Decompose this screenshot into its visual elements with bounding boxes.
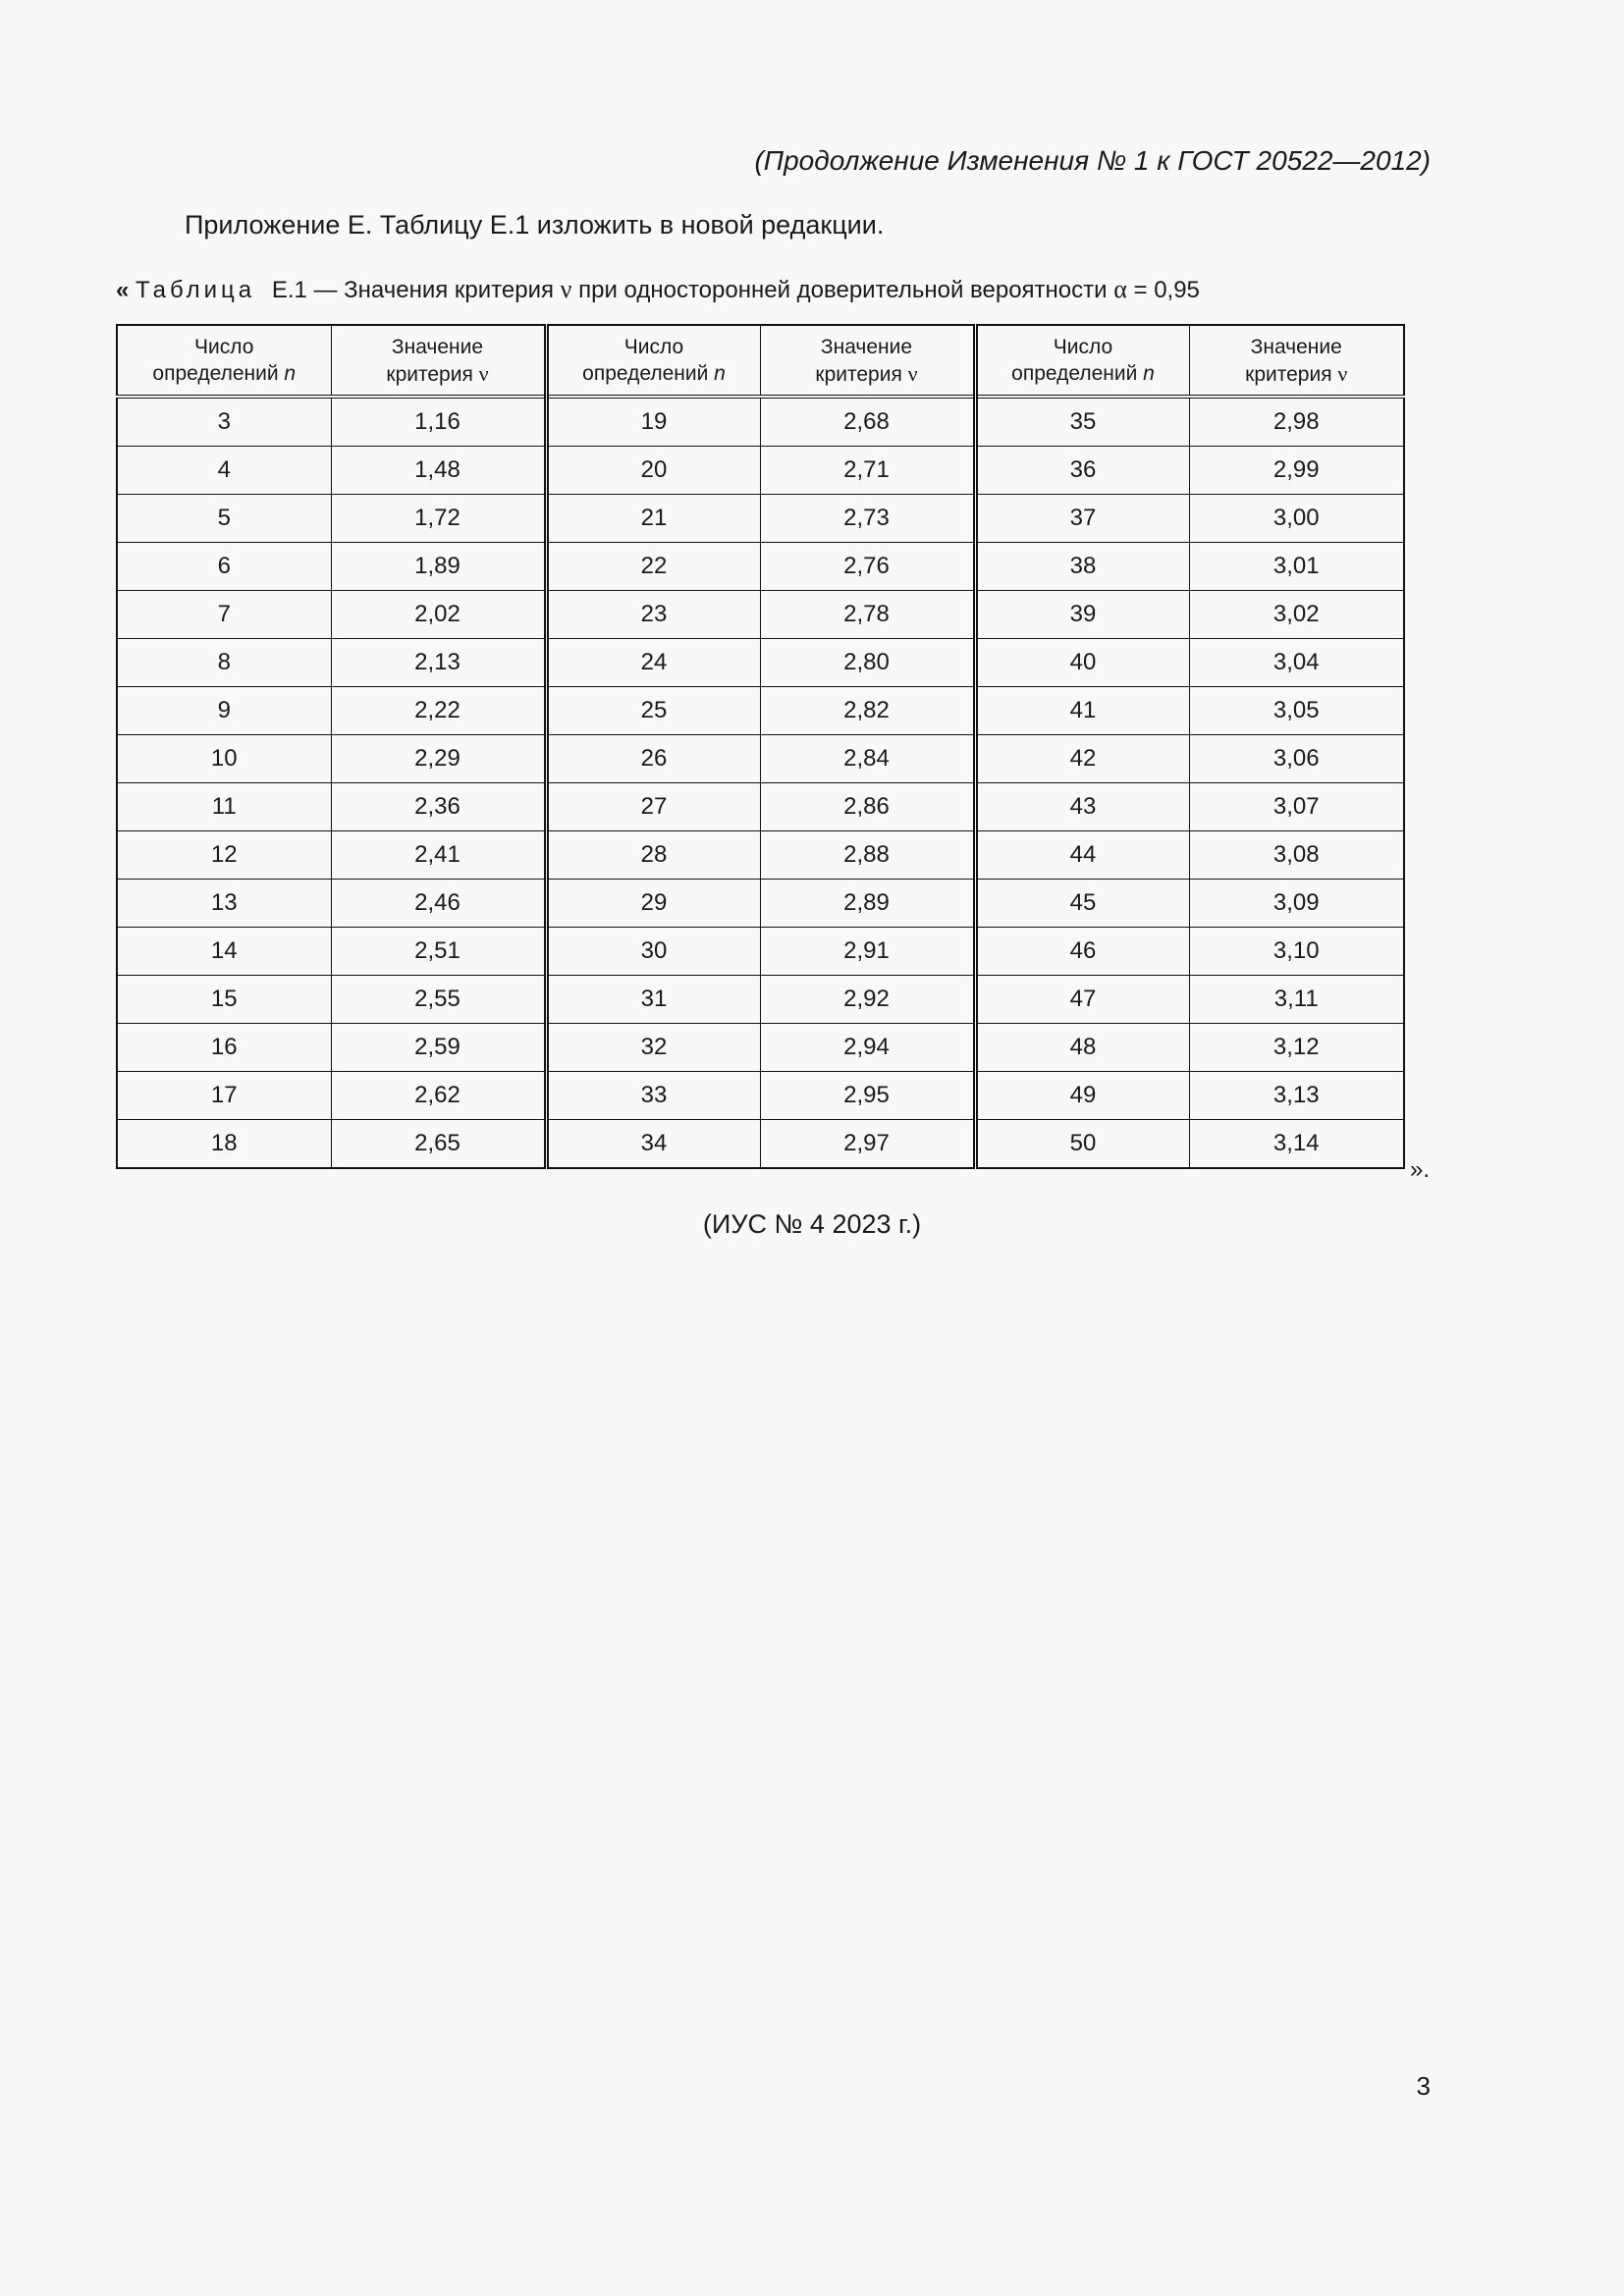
header-value-line1: Значение <box>1250 335 1342 358</box>
table-body <box>117 397 1404 1168</box>
count-cell: 22 <box>546 543 760 591</box>
value-cell: 2,84 <box>760 735 975 783</box>
value-cell: 2,82 <box>760 687 975 735</box>
table-row <box>117 1120 1404 1169</box>
header-count-line1: Число <box>1053 336 1113 358</box>
count-cell: 19 <box>546 397 760 447</box>
value-cell: 2,59 <box>331 1024 546 1072</box>
value-cell: 3,02 <box>1189 591 1404 639</box>
header-count-word: определений <box>582 362 715 385</box>
value-cell: 3,12 <box>1189 1024 1404 1072</box>
caption-text-1: — Значения критерия <box>313 277 561 303</box>
count-cell: 40 <box>975 639 1189 687</box>
header-count-word: определений <box>1011 362 1144 385</box>
value-cell: 2,62 <box>331 1072 546 1120</box>
count-cell: 9 <box>117 687 331 735</box>
value-cell: 2,55 <box>331 976 546 1024</box>
table-row <box>117 447 1404 495</box>
value-cell: 2,51 <box>331 928 546 976</box>
count-cell: 42 <box>975 735 1189 783</box>
table-row <box>117 687 1404 735</box>
value-cell: 2,13 <box>331 639 546 687</box>
count-cell: 11 <box>117 783 331 831</box>
table-row <box>117 1024 1404 1072</box>
value-cell: 3,06 <box>1189 735 1404 783</box>
count-cell: 48 <box>975 1024 1189 1072</box>
value-cell: 2,92 <box>760 976 975 1024</box>
count-cell: 30 <box>546 928 760 976</box>
table-close-quote: ». <box>1410 1156 1431 1183</box>
header-value-word: критерия <box>386 362 479 386</box>
header-n-symbol: n <box>1143 362 1155 385</box>
table-header-row <box>117 325 1404 397</box>
value-cell: 3,13 <box>1189 1072 1404 1120</box>
count-cell: 39 <box>975 591 1189 639</box>
header-count-line1: Число <box>623 336 684 358</box>
value-cell: 2,73 <box>760 495 975 543</box>
caption-number: Е.1 <box>271 277 307 303</box>
header-nu-symbol: ν <box>1337 360 1348 386</box>
header-n-symbol: n <box>284 362 297 385</box>
value-cell: 1,48 <box>331 447 546 495</box>
value-cell: 2,29 <box>331 735 546 783</box>
count-cell: 46 <box>975 928 1189 976</box>
table-row <box>117 591 1404 639</box>
value-cell: 3,14 <box>1189 1120 1404 1169</box>
count-cell: 44 <box>975 831 1189 880</box>
table-row <box>117 880 1404 928</box>
count-cell: 5 <box>117 495 331 543</box>
count-cell: 45 <box>975 880 1189 928</box>
count-cell: 41 <box>975 687 1189 735</box>
value-cell: 2,22 <box>331 687 546 735</box>
count-cell: 20 <box>546 447 760 495</box>
table-row <box>117 831 1404 880</box>
value-cell: 1,72 <box>331 495 546 543</box>
header-count-1 <box>117 325 331 397</box>
count-cell: 17 <box>117 1072 331 1120</box>
value-cell: 3,01 <box>1189 543 1404 591</box>
page-number: 3 <box>1416 2071 1431 2101</box>
table-row <box>117 543 1404 591</box>
table-caption <box>116 275 1200 304</box>
header-value-line2 <box>332 360 544 388</box>
value-cell: 2,80 <box>760 639 975 687</box>
header-count-3 <box>975 325 1189 397</box>
count-cell: 50 <box>975 1120 1189 1169</box>
value-cell: 2,98 <box>1189 397 1404 447</box>
table-row <box>117 639 1404 687</box>
value-cell: 2,99 <box>1189 447 1404 495</box>
value-cell: 2,88 <box>760 831 975 880</box>
count-cell: 27 <box>546 783 760 831</box>
header-value-2 <box>760 325 975 397</box>
value-cell: 3,11 <box>1189 976 1404 1024</box>
count-cell: 4 <box>117 447 331 495</box>
header-value-line2 <box>1190 360 1404 388</box>
value-cell: 2,76 <box>760 543 975 591</box>
table-row <box>117 735 1404 783</box>
count-cell: 16 <box>117 1024 331 1072</box>
value-cell: 1,89 <box>331 543 546 591</box>
count-cell: 35 <box>975 397 1189 447</box>
header-nu-symbol: ν <box>478 360 489 386</box>
count-cell: 25 <box>546 687 760 735</box>
value-cell: 3,09 <box>1189 880 1404 928</box>
count-cell: 10 <box>117 735 331 783</box>
value-cell: 2,02 <box>331 591 546 639</box>
value-cell: 2,65 <box>331 1120 546 1169</box>
count-cell: 36 <box>975 447 1189 495</box>
value-cell: 2,68 <box>760 397 975 447</box>
count-cell: 31 <box>546 976 760 1024</box>
criterion-table <box>116 324 1405 1169</box>
caption-label: Таблица <box>135 277 256 303</box>
header-nu-symbol: ν <box>907 360 918 386</box>
header-value-line1: Значение <box>391 335 484 358</box>
value-cell: 2,46 <box>331 880 546 928</box>
value-cell: 3,10 <box>1189 928 1404 976</box>
header-value-word: критерия <box>815 362 908 386</box>
header-value-1 <box>331 325 546 397</box>
value-cell: 3,08 <box>1189 831 1404 880</box>
count-cell: 49 <box>975 1072 1189 1120</box>
instruction-text: Приложение Е. Таблицу Е.1 изложить в новой редакции. <box>185 210 885 240</box>
value-cell: 2,41 <box>331 831 546 880</box>
caption-alpha-symbol: α <box>1113 275 1127 303</box>
header-count-line2 <box>978 360 1189 387</box>
count-cell: 8 <box>117 639 331 687</box>
value-cell: 3,04 <box>1189 639 1404 687</box>
value-cell: 2,89 <box>760 880 975 928</box>
header-count-line2 <box>549 360 760 387</box>
count-cell: 43 <box>975 783 1189 831</box>
count-cell: 28 <box>546 831 760 880</box>
count-cell: 24 <box>546 639 760 687</box>
value-cell: 2,97 <box>760 1120 975 1169</box>
value-cell: 2,71 <box>760 447 975 495</box>
count-cell: 29 <box>546 880 760 928</box>
count-cell: 18 <box>117 1120 331 1169</box>
header-value-word: критерия <box>1245 362 1338 386</box>
count-cell: 14 <box>117 928 331 976</box>
count-cell: 12 <box>117 831 331 880</box>
caption-open-quote: « <box>116 277 130 303</box>
caption-text-3: = 0,95 <box>1126 277 1200 303</box>
criterion-table-wrapper <box>116 324 1404 1169</box>
table-row <box>117 397 1404 447</box>
count-cell: 3 <box>117 397 331 447</box>
value-cell: 1,16 <box>331 397 546 447</box>
count-cell: 7 <box>117 591 331 639</box>
value-cell: 2,86 <box>760 783 975 831</box>
count-cell: 34 <box>546 1120 760 1169</box>
header-n-symbol: n <box>714 362 726 385</box>
count-cell: 23 <box>546 591 760 639</box>
header-count-line1: Число <box>194 336 254 358</box>
caption-text-2: при односторонней доверительной вероятности <box>571 277 1114 303</box>
value-cell: 3,00 <box>1189 495 1404 543</box>
value-cell: 2,78 <box>760 591 975 639</box>
running-head: (Продолжение Изменения № 1 к ГОСТ 20522—2012) <box>754 145 1431 176</box>
header-value-line1: Значение <box>820 335 913 358</box>
header-count-2 <box>546 325 760 397</box>
table-row <box>117 495 1404 543</box>
value-cell: 3,05 <box>1189 687 1404 735</box>
count-cell: 21 <box>546 495 760 543</box>
table-row <box>117 976 1404 1024</box>
value-cell: 2,36 <box>331 783 546 831</box>
source-reference: (ИУС № 4 2023 г.) <box>702 1209 922 1239</box>
value-cell: 2,94 <box>760 1024 975 1072</box>
table-row <box>117 1072 1404 1120</box>
header-count-word: определений <box>152 362 285 385</box>
count-cell: 6 <box>117 543 331 591</box>
count-cell: 32 <box>546 1024 760 1072</box>
header-value-line2 <box>761 360 973 388</box>
value-cell: 2,95 <box>760 1072 975 1120</box>
header-value-3 <box>1189 325 1404 397</box>
caption-nu-symbol: ν <box>560 275 572 303</box>
count-cell: 38 <box>975 543 1189 591</box>
count-cell: 13 <box>117 880 331 928</box>
count-cell: 26 <box>546 735 760 783</box>
value-cell: 2,91 <box>760 928 975 976</box>
table-row <box>117 783 1404 831</box>
header-count-line2 <box>118 360 331 387</box>
count-cell: 15 <box>117 976 331 1024</box>
count-cell: 47 <box>975 976 1189 1024</box>
table-row <box>117 928 1404 976</box>
count-cell: 33 <box>546 1072 760 1120</box>
value-cell: 3,07 <box>1189 783 1404 831</box>
count-cell: 37 <box>975 495 1189 543</box>
